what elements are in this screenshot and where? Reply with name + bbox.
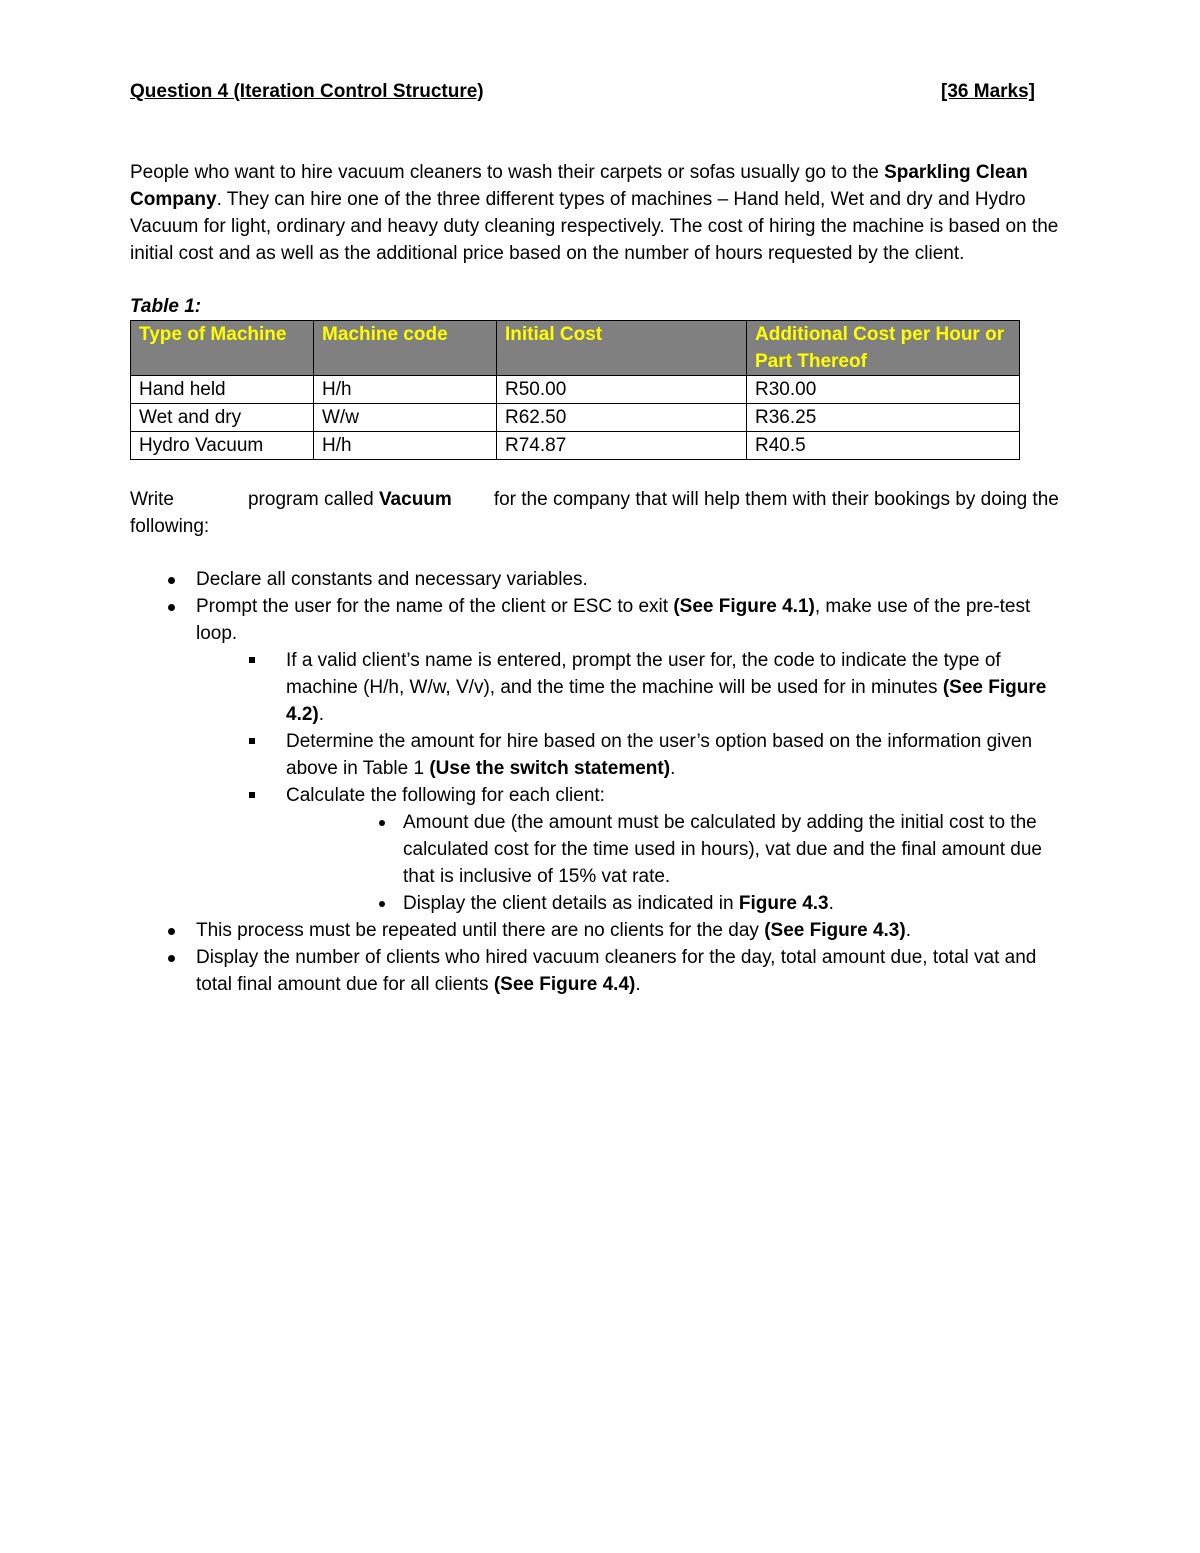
bullet-icon [379, 901, 385, 907]
list-item-text: . [828, 893, 834, 914]
table-cell: R30.00 [747, 376, 1020, 404]
table-row [131, 432, 1020, 460]
sub-list-item [196, 647, 1075, 728]
list-item-text: Calculate the following for each client: [286, 785, 605, 806]
table-cell: Hydro Vacuum [131, 432, 314, 460]
sub-sub-list [286, 809, 1075, 917]
table-cell: R40.5 [747, 432, 1020, 460]
sub-list-item [196, 728, 1075, 782]
list-item-text: . [905, 920, 911, 941]
question-title: Question 4 (Iteration Control Structure) [130, 81, 484, 102]
write-text: program called [247, 489, 379, 510]
sub-list-item [196, 782, 1075, 917]
list-item-text: , make use of the pre-test loop. [196, 596, 1031, 644]
list-item-text: . [635, 974, 641, 995]
square-bullet-icon [249, 657, 255, 663]
figure-reference: (See Figure 4.3) [764, 920, 906, 941]
table-cell: H/h [314, 376, 497, 404]
list-item [130, 944, 1075, 998]
header-additional-cost: Additional Cost per Hour or Part Thereof [747, 321, 1020, 376]
list-item-text: Declare all constants and necessary variables. [196, 569, 588, 590]
list-item-text: Prompt the user for the name of the client or ESC to exit [196, 596, 674, 617]
intro-text-1: People who want to hire vacuum cleaners to wash their carpets or sofas usually go to the [130, 162, 885, 183]
requirements-list [130, 566, 1075, 998]
header-code: Machine code [314, 321, 497, 376]
company-name: Sparkling Clean Company [130, 162, 1028, 210]
list-item-text: . [318, 704, 325, 725]
table-header-row [131, 321, 1020, 376]
bullet-icon [168, 928, 175, 935]
switch-reference: (Use the switch statement) [429, 758, 671, 779]
header-initial-cost: Initial Cost [497, 321, 747, 376]
list-item [130, 566, 1075, 593]
list-item-text: Amount due (the amount must be calculated by adding the initial cost to the calculated cost for the time used in hours), vat due and the final amount due that is inclusive of 15% vat rate. [403, 812, 1042, 887]
table-cell: H/h [314, 432, 497, 460]
table-cell: R36.25 [747, 404, 1020, 432]
question-marks: [36 Marks] [941, 81, 1035, 102]
header-type: Type of Machine [131, 321, 314, 376]
intro-text-2: . They can hire one of the three different types of machines – Hand held, Wet and dry and Hydro Vacuum for light, ordinary and heavy duty cleaning respectively. The cost of hiring the machine is based on the initial cost and as well as the additional price based on the number of hours requested by the client. [130, 189, 1059, 264]
list-item-text: . [670, 758, 676, 779]
table-cell: R62.50 [497, 404, 747, 432]
list-item-text: Display the number of clients who hired vacuum cleaners for the day, total amount due, total vat and total final amount due for all clients [196, 947, 1037, 995]
sub-sub-list-item [286, 809, 1075, 890]
machine-table [130, 320, 1020, 460]
sub-list [196, 647, 1075, 917]
table-cell: Hand held [131, 376, 314, 404]
bullet-icon [379, 820, 385, 826]
table-row [131, 376, 1020, 404]
square-bullet-icon [249, 792, 255, 798]
list-item [130, 593, 1075, 917]
figure-reference: (See Figure 4.4) [493, 974, 636, 995]
square-bullet-icon [249, 738, 255, 744]
list-item [130, 917, 1075, 944]
list-item-text: Determine the amount for hire based on the user’s option based on the information given above in Table 1 [286, 731, 1033, 779]
bullet-icon [168, 577, 175, 584]
figure-reference: Figure 4.3 [738, 893, 829, 914]
table-cell: R74.87 [497, 432, 747, 460]
write-text-end: for the company that will help them with their bookings by doing the following: [130, 489, 1059, 537]
sub-sub-list-item [286, 890, 1075, 917]
list-item-text: This process must be repeated until there are no clients for the day [196, 920, 765, 941]
bullet-icon [168, 604, 175, 611]
list-item-text: If a valid client’s name is entered, prompt the user for, the code to indicate the type of machine (H/h, W/w, V/v), and the time the machine will be used for in minutes [286, 650, 1001, 698]
table-row [131, 404, 1020, 432]
table-cell: W/w [314, 404, 497, 432]
list-item-text: Display the client details as indicated in [403, 893, 739, 914]
program-name: Vacuum [378, 489, 452, 510]
bullet-icon [168, 955, 175, 962]
intro-paragraph [130, 159, 1075, 267]
table-caption: Table 1: [130, 296, 202, 317]
write-instruction [130, 486, 1075, 540]
table-cell: Wet and dry [131, 404, 314, 432]
document-page [130, 78, 1075, 998]
figure-reference: (See Figure 4.1) [673, 596, 815, 617]
question-heading [130, 78, 1075, 105]
table-cell: R50.00 [497, 376, 747, 404]
figure-reference: (See Figure 4.2) [286, 677, 1047, 725]
write-word: Write [130, 489, 174, 510]
